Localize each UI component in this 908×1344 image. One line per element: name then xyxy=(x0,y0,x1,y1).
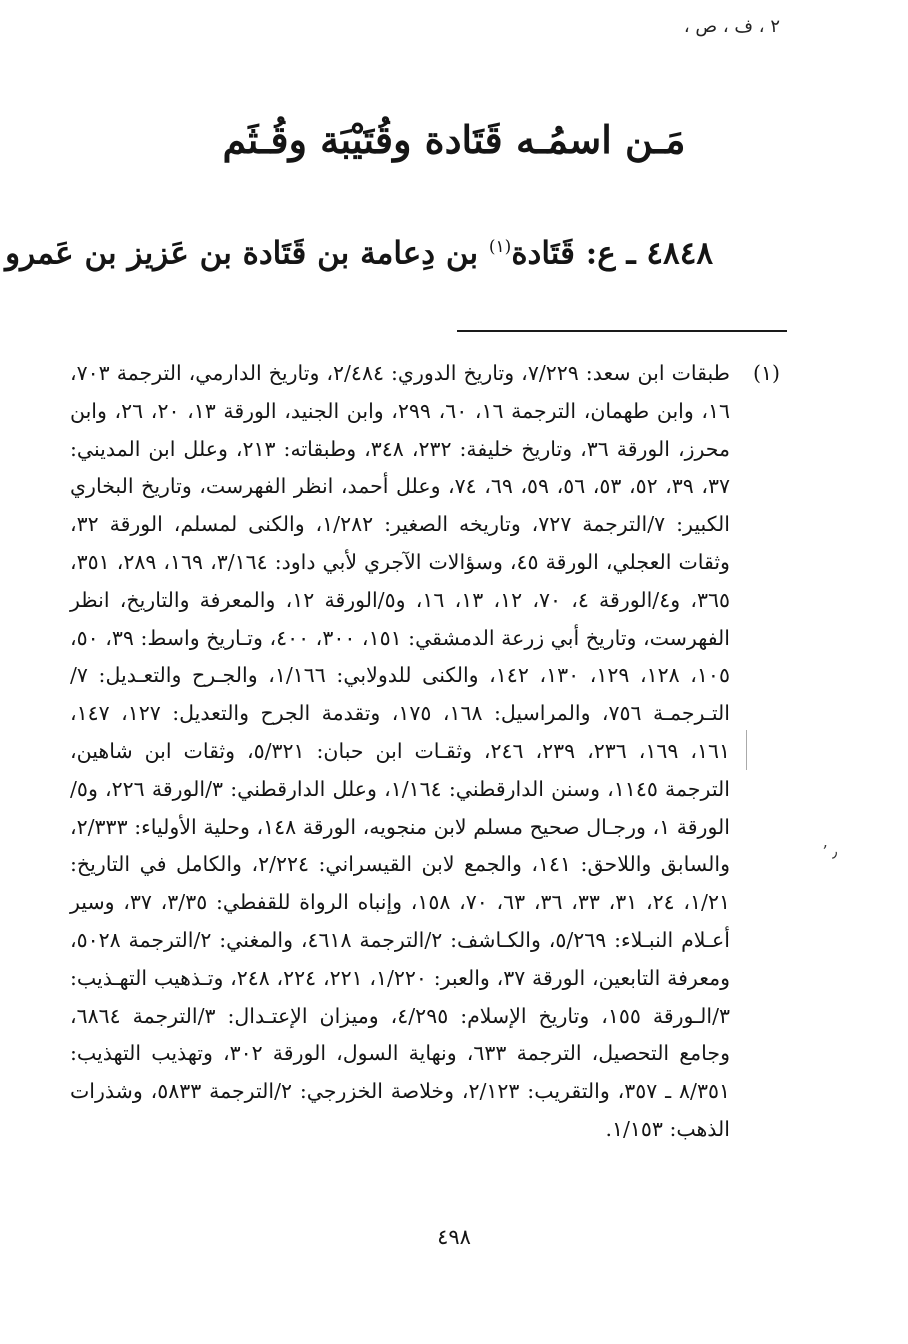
footnote-divider xyxy=(457,330,787,332)
handwritten-scribble: ٢ ، ف ، ص ، xyxy=(683,16,780,37)
margin-mark xyxy=(746,730,747,770)
margin-speck: ʼ ٫ xyxy=(822,842,838,861)
footnote-reference[interactable]: (١) xyxy=(488,237,512,257)
entry-lineage: بن دِعامة بن قَتَادة بن عَزيز بن عَمرو xyxy=(5,235,489,272)
page-number: ٤٩٨ xyxy=(437,1225,471,1249)
entry-number-and-name: ٤٨٤٨ ـ ع: قَتَادة xyxy=(511,235,713,272)
footnote-text: طبقات ابن سعد: ٧/٢٢٩، وتاريخ الدوري: ٢/٤٨٤، وتاريخ الدارمي، الترجمة ٧٠٣، ١٦، وابن طهمان، الترجمة ١٦، ٦٠، ٢٩٩، وابن الجنيد، الورقة ١٣، ٢٠، ٢٦، وابن محرز، الورقة ٣٦، وتاريخ خليفة: ٢٣٢، ٣٤٨، وطبقاته: ٢١٣، وعلل ابن المديني: ٣٧، ٣٩، ٥٢، ٥٣، ٥٦، ٥٩، ٦٩، ٧٤، وعلل أحمد، انظر الفهرست، وتاريخ البخاري الكبير: ٧/الترجمة ٧٢٧، وتاريخه الصغير: ١/٢٨٢، والكنى لمسلم، الورقة ٣٢، وثقات العجلي، الورقة ٤٥، وسؤالات الآجري لأبي داود: ٣/١٦٤، ١٦٩، ٢٨٩، ٣٥١، ٣٦٥، و٤/الورقة ٤، ٧٠، ١٢، ١٣، ١٦، و٥/الورقة ١٢، والمعرفة والتاريخ، انظر الفهرست، وتاريخ أبي زرعة الدمشقي: ١٥١، ٣٠٠، ٤٠٠، وتـاريخ واسط: ٣٩، ٥٠، ١٠٥، ١٢٨، ١٢٩، ١٣٠، ١٤٢، والكنى للدولابي: ١/١٦٦، والجـرح والتعـديل: ٧/التـرجمـة ٧٥٦، والمراسيل: ١٦٨، ١٧٥، وتقدمة الجرح والتعديل: ١٢٧، ١٤٧، ١٦١، ١٦٩، ٢٣٦، ٢٣٩، ٢٤٦، وثقـات ابن حبان: ٥/٣٢١، وثقات ابن شاهين، الترجمة ١١٤٥، وسنن الدارقطني: ١/١٦٤، وعلل الدارقطني: ٣/الورقة ٢٢٦، و٥/الورقة ١، ورجـال صحيح مسلم لابن منجويه، الورقة ١٤٨، وحلية الأولياء: ٢/٣٣٣، والسابق واللاحق: ١٤١، والجمع لابن القيسراني: ٢/٢٢٤، والكامل في التاريخ: ١/٢١، ٢٤، ٣١، ٣٣، ٣٦، ٦٣، ٧٠، ١٥٨، وإنباه الرواة للقفطي: ٣/٣٥، ٣٧، وسير أعـلام النبـلاء: ٥/٢٦٩، والكـاشف: ٢/الترجمة ٤٦١٨، والمغني: ٢/الترجمة ٥٠٢٨، ومعرفة التابعين، الورقة ٣٧، والعبر: ١/٢٢٠، ٢٢١، ٢٢٤، ٢٤٨، وتـذهيب التهـذيب: ٣/الـورقة ١٥٥، وتاريخ الإسلام: ٤/٢٩٥، وميزان الإعتـدال: ٣/الترجمة ٦٨٦٤، وجامع التحصيل، الترجمة ٦٣٣، ونهاية السول، الورقة ٣٠٢، وتهذيب التهذيب: ٨/٣٥١ ـ ٣٥٧، والتقريب: ٢/١٢٣، وخلاصة الخزرجي: ٢/الترجمة ٥٨٣٣، وشذرات الذهب: ١/١٥٣. xyxy=(70,361,731,1141)
entry-heading xyxy=(5,222,713,278)
footnote-marker: (١) xyxy=(752,361,780,385)
section-title: مَـن اسمُـه قَتَادة وقُتَيْبَة وقُـثَم xyxy=(222,117,686,162)
